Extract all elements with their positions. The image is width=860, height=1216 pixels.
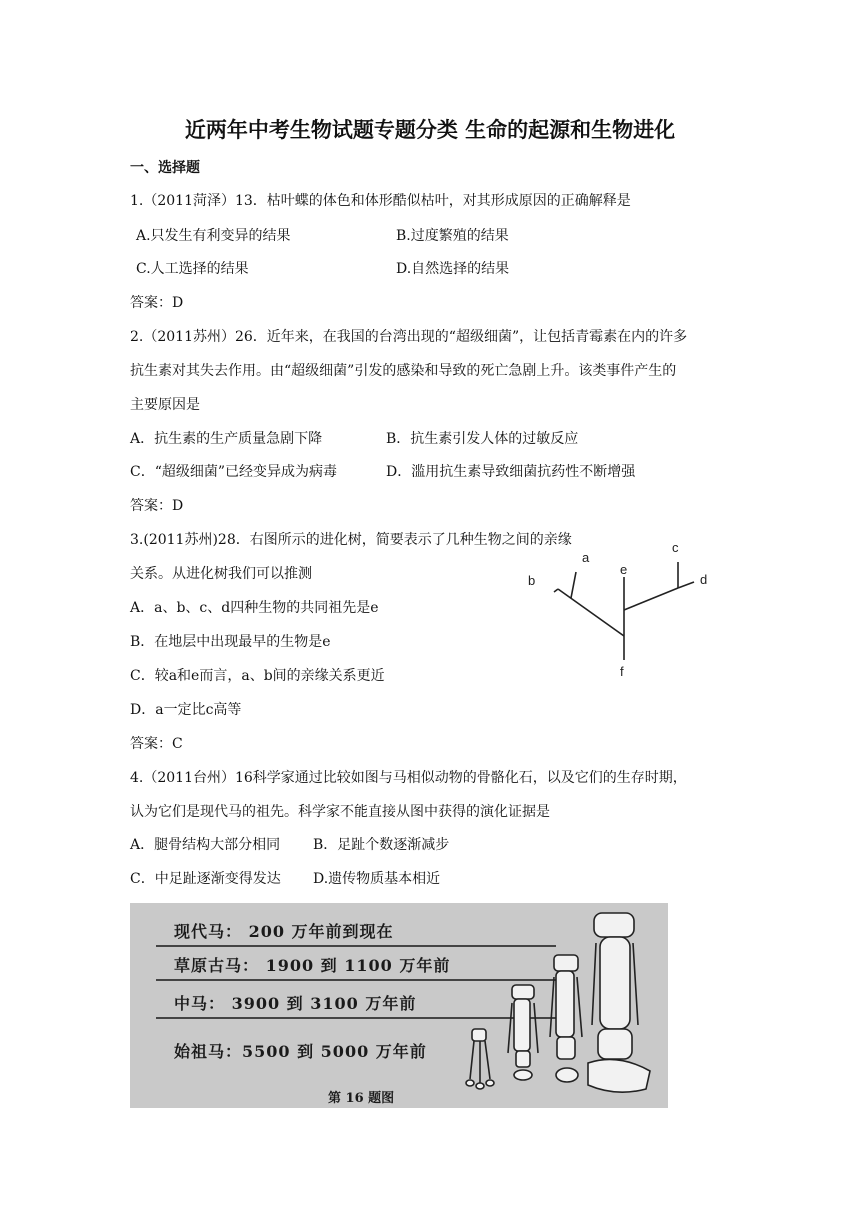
q4-option-a: A．腿骨结构大部分相同 [130,837,281,853]
q3-answer: 答案：C [130,736,183,752]
tree-branch-a [571,572,576,598]
figure-row-merychippus: 草原古马： 1900 到 1100 万年前 [174,956,451,975]
tree-label-b: b [528,573,536,588]
q4-option-d: D.遗传物质基本相近 [313,871,441,887]
horse-evolution-figure [130,903,668,1108]
q3-option-c: C．较a和e而言，a、b间的亲缘关系更近 [130,668,385,684]
figure-caption: 第 16 题图 [328,1091,395,1106]
tree-label-c: c [672,540,679,555]
tree-label-d: d [700,572,708,587]
q1-option-c: C.人工选择的结果 [136,261,249,277]
leg-bones-illustration [130,903,668,1108]
q2-option-c: C．“超级细菌”已经变异成为病毒 [130,464,338,480]
q2-option-d: D．滥用抗生素导致细菌抗药性不断增强 [386,464,636,480]
tree-branch-b [554,589,558,592]
figure-row-eohippus: 始祖马：5500 到 5000 万年前 [174,1042,427,1061]
tree-label-e: e [620,562,628,577]
tree-branch-d [678,582,694,588]
q2-stem-line3: 主要原因是 [130,397,200,413]
q2-option-b: B．抗生素引发人体的过敏反应 [386,431,579,447]
q4-option-c: C．中足趾逐渐变得发达 [130,871,281,887]
tree-label-f: f [620,664,624,679]
q4-option-b: B．足趾个数逐渐减步 [313,837,450,853]
q3-option-a: A．a、b、c、d四种生物的共同祖先是e [130,600,379,616]
q1-option-a: A.只发生有利变异的结果 [136,228,291,244]
tree-branch-right [624,588,678,610]
q2-answer: 答案：D [130,498,184,514]
q1-option-d: D.自然选择的结果 [396,261,510,277]
q3-option-b: B．在地层中出现最早的生物是e [130,634,331,650]
figure-row-modern-horse: 现代马： 200 万年前到现在 [174,922,394,941]
q2-option-a: A．抗生素的生产质量急剧下降 [130,431,323,447]
mesohippus-leg-bones [508,985,538,1080]
q1-answer: 答案：D [130,295,184,311]
q2-stem-line1: 2.（2011苏州）26．近年来，在我国的台湾出现的“超级细菌”，让包括青霉素在内的许多 [130,329,688,345]
q1-stem: 1.（2011菏泽）13．枯叶蝶的体色和体形酷似枯叶，对其形成原因的正确解释是 [130,193,631,209]
q3-stem-line1: 3.(2011苏州)28．右图所示的进化树，简要表示了几种生物之间的亲缘 [130,532,572,548]
q3-option-d: D．a一定比c高等 [130,702,242,718]
q3-stem-line2: 关系。从进化树我们可以推测 [130,566,312,582]
section-heading: 一、选择题 [130,160,200,176]
q2-stem-line2: 抗生素对其失去作用。由“超级细菌”引发的感染和导致的死亡急剧上升。该类事件产生的 [130,363,677,379]
eohippus-foot-bones [466,1029,494,1089]
merychippus-leg-bones [550,955,582,1082]
q4-stem-line1: 4.（2011台州）16科学家通过比较如图与马相似动物的骨骼化石，以及它们的生存时期， [130,770,687,786]
evolution-tree-diagram [510,532,720,682]
tree-branch-left [558,589,624,636]
modern-horse-leg-bones [588,913,650,1092]
figure-row-mesohippus: 中马： 3900 到 3100 万年前 [174,994,417,1013]
q4-stem-line2: 认为它们是现代马的祖先。科学家不能直接从图中获得的演化证据是 [130,804,550,820]
tree-label-a: a [582,550,590,565]
page-title: 近两年中考生物试题专题分类 生命的起源和生物进化 [184,118,676,142]
q1-option-b: B.过度繁殖的结果 [396,228,509,244]
